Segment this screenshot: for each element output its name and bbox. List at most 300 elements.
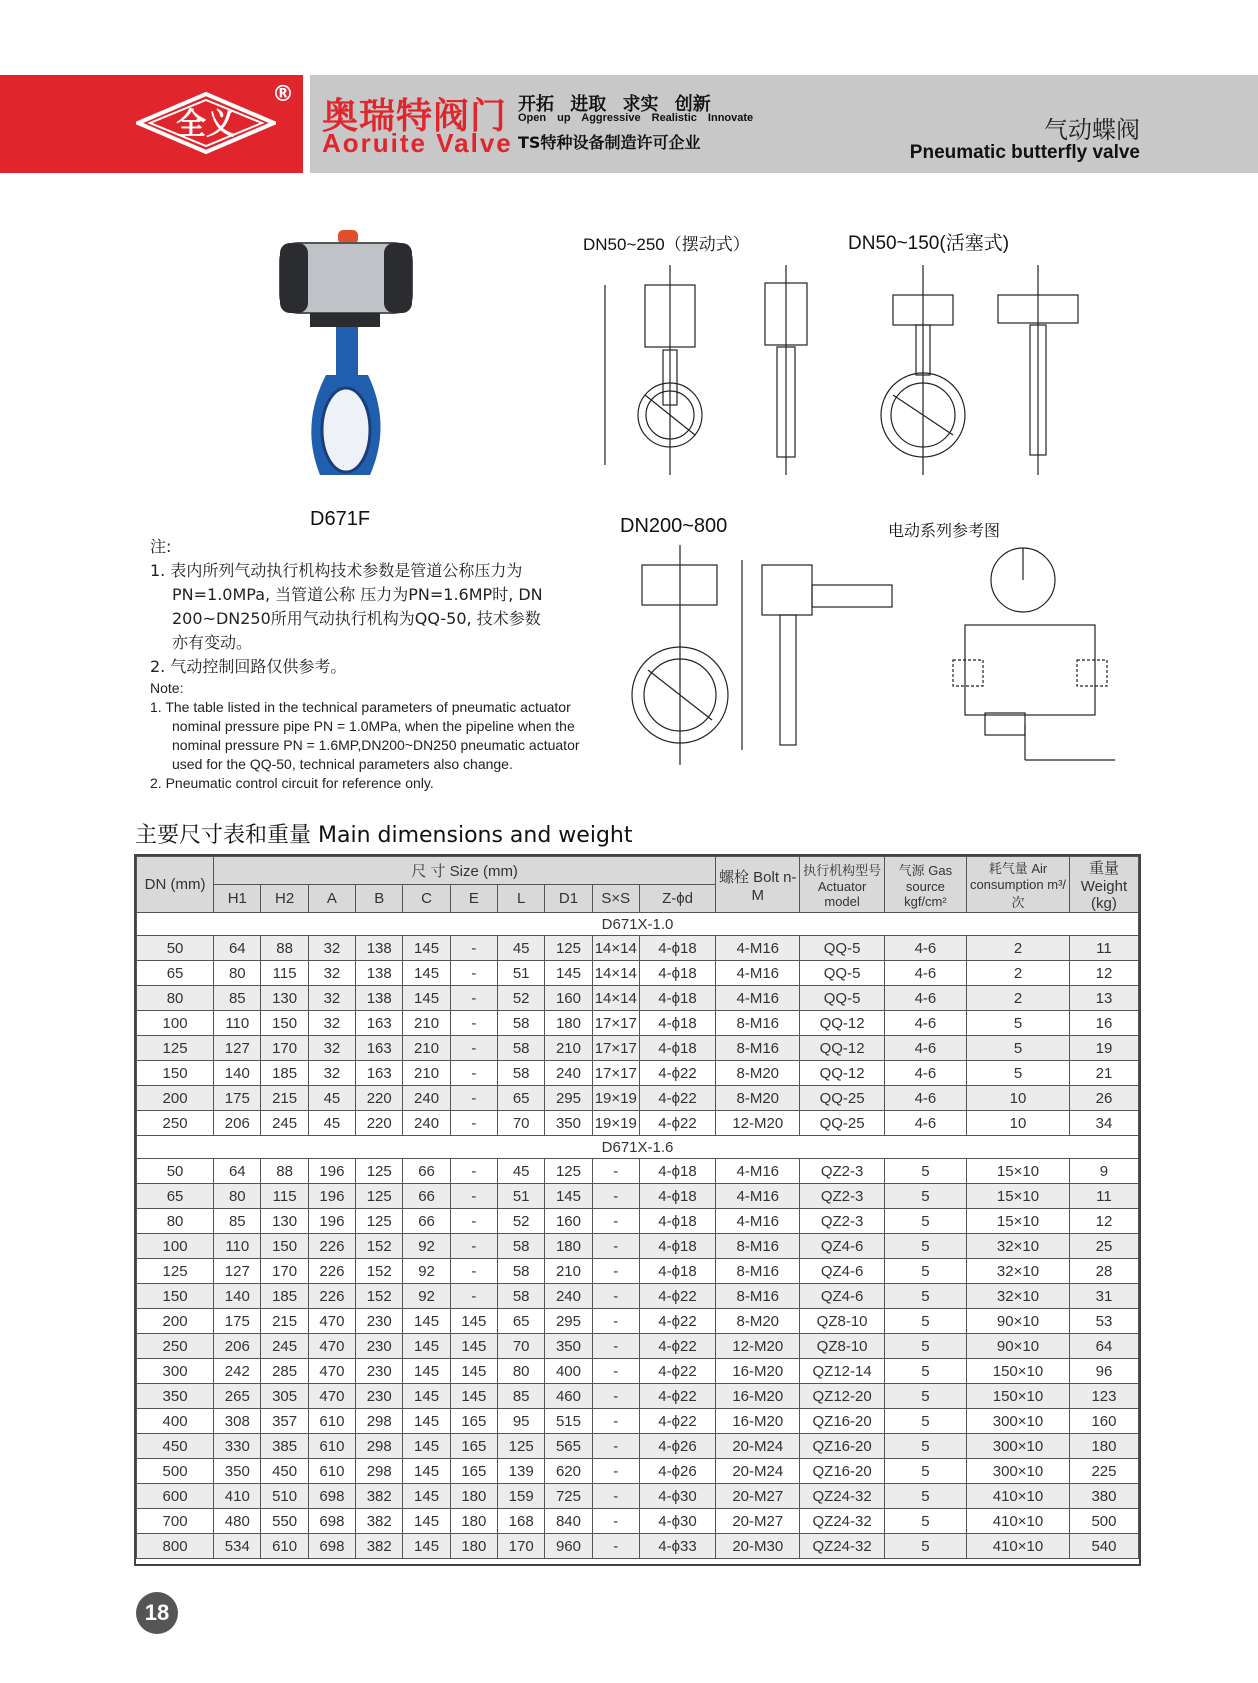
table-cell: 610 (261, 1534, 308, 1559)
table-row (137, 1459, 1139, 1484)
table-cell: 8-M20 (716, 1061, 800, 1086)
table-cell: 51 (498, 961, 545, 986)
table-row (137, 1011, 1139, 1036)
table-row (137, 1184, 1139, 1209)
table-cell: 92 (403, 1234, 450, 1259)
table-cell: 64 (214, 1159, 261, 1184)
table-cell: 225 (1069, 1459, 1138, 1484)
table-cell: 206 (214, 1111, 261, 1136)
table-cell: 92 (403, 1259, 450, 1284)
table-cell: - (450, 986, 497, 1011)
table-row (137, 1259, 1139, 1284)
table-cell: 92 (403, 1284, 450, 1309)
table-cell: 450 (137, 1434, 214, 1459)
table-cell: 32 (308, 986, 355, 1011)
table-cell: 470 (308, 1359, 355, 1384)
table-cell: 125 (137, 1259, 214, 1284)
table-row (137, 1111, 1139, 1136)
subheader-cell: C (403, 885, 450, 913)
table-cell: 185 (261, 1061, 308, 1086)
table-cell: 295 (545, 1086, 592, 1111)
note-cn-2: 2. 气动控制回路仅供参考。 (150, 657, 347, 676)
table-cell: 4-M16 (716, 936, 800, 961)
table-cell: 17×17 (592, 1061, 639, 1086)
note-en-1-cont: nominal pressure PN = 1.6MP,DN200~DN250 pneumatic actuator (172, 737, 580, 753)
table-cell: 150 (261, 1011, 308, 1036)
table-cell: 14×14 (592, 936, 639, 961)
table-cell: 4-ϕ22 (639, 1111, 715, 1136)
table-cell: 127 (214, 1259, 261, 1284)
table-cell: 90×10 (967, 1309, 1070, 1334)
table-cell: 150×10 (967, 1359, 1070, 1384)
table-cell: 17×17 (592, 1011, 639, 1036)
piston-drawing-label: DN50~150(活塞式) (848, 233, 1010, 254)
table-cell: 58 (498, 1259, 545, 1284)
table-cell: 66 (403, 1159, 450, 1184)
table-cell: 19×19 (592, 1086, 639, 1111)
table-cell: 140 (214, 1061, 261, 1086)
table-cell: QZ4-6 (800, 1234, 884, 1259)
table-cell: 145 (403, 1534, 450, 1559)
table-cell: 230 (356, 1384, 403, 1409)
table-cell: 88 (261, 936, 308, 961)
valve-photo (270, 225, 420, 500)
table-cell: - (592, 1484, 639, 1509)
table-cell: 140 (214, 1284, 261, 1309)
table-cell: QZ24-32 (800, 1534, 884, 1559)
table-cell: 210 (403, 1061, 450, 1086)
dimensions-table (136, 856, 1139, 1559)
table-cell: 245 (261, 1111, 308, 1136)
table-cell: 410×10 (967, 1484, 1070, 1509)
table-cell: 470 (308, 1334, 355, 1359)
table-title: 主要尺寸表和重量 Main dimensions and weight (135, 823, 633, 848)
table-cell: 15×10 (967, 1209, 1070, 1234)
table-cell: 380 (1069, 1484, 1138, 1509)
table-cell: 175 (214, 1086, 261, 1111)
table-cell: 58 (498, 1011, 545, 1036)
table-cell: 4-6 (884, 1061, 966, 1086)
table-cell: 4-ϕ18 (639, 1184, 715, 1209)
table-cell: 145 (403, 1384, 450, 1409)
table-cell: 4-ϕ18 (639, 936, 715, 961)
table-cell: 125 (498, 1434, 545, 1459)
table-cell: 85 (214, 1209, 261, 1234)
table-cell: 550 (261, 1509, 308, 1534)
table-cell: 90×10 (967, 1334, 1070, 1359)
table-cell: 196 (308, 1159, 355, 1184)
table-cell: 698 (308, 1534, 355, 1559)
table-cell: 215 (261, 1086, 308, 1111)
table-cell: 32×10 (967, 1259, 1070, 1284)
note-en-2: 2. Pneumatic control circuit for reference only. (150, 775, 434, 791)
header-actuator: 执行机构型号 Actuator model (800, 857, 884, 913)
table-cell: 15×10 (967, 1159, 1070, 1184)
table-cell: 400 (545, 1359, 592, 1384)
table-cell: 180 (545, 1234, 592, 1259)
table-cell: 215 (261, 1309, 308, 1334)
table-cell: - (592, 1334, 639, 1359)
table-cell: 14×14 (592, 986, 639, 1011)
header-weight: 重量 Weight (kg) (1069, 857, 1138, 913)
table-cell: 350 (545, 1111, 592, 1136)
table-cell: 145 (403, 1309, 450, 1334)
table-cell: 145 (450, 1334, 497, 1359)
table-cell: 450 (261, 1459, 308, 1484)
table-cell: 330 (214, 1434, 261, 1459)
page-number: 18 (136, 1592, 178, 1634)
table-cell: 4-ϕ18 (639, 1234, 715, 1259)
table-cell: 20-M27 (716, 1484, 800, 1509)
table-cell: 196 (308, 1209, 355, 1234)
swing-type-drawing (595, 255, 835, 490)
table-cell: QZ2-3 (800, 1209, 884, 1234)
table-row (137, 1086, 1139, 1111)
table-cell: 4-ϕ30 (639, 1484, 715, 1509)
table-cell: 52 (498, 1209, 545, 1234)
table-row (137, 1409, 1139, 1434)
table-row (137, 1209, 1139, 1234)
table-cell: 58 (498, 1284, 545, 1309)
table-cell: QZ12-20 (800, 1384, 884, 1409)
table-cell: QZ2-3 (800, 1159, 884, 1184)
note-cn-1-cont: PN=1.0MPa, 当管道公称 压力为PN=1.6MP时, DN (172, 585, 543, 604)
notes-block (150, 535, 610, 793)
table-cell: 4-ϕ18 (639, 1011, 715, 1036)
table-cell: 32×10 (967, 1284, 1070, 1309)
table-cell: 410 (214, 1484, 261, 1509)
table-cell: 5 (884, 1334, 966, 1359)
table-row (137, 1309, 1139, 1334)
table-cell: 125 (545, 1159, 592, 1184)
product-title-cn: 气动蝶阀 (1044, 116, 1140, 144)
table-cell: 5 (884, 1534, 966, 1559)
table-cell: 298 (356, 1459, 403, 1484)
table-cell: 25 (1069, 1234, 1138, 1259)
table-cell: 138 (356, 986, 403, 1011)
table-cell: - (450, 1184, 497, 1209)
table-cell: - (592, 1184, 639, 1209)
table-cell: 12 (1069, 961, 1138, 986)
table-cell: QZ24-32 (800, 1484, 884, 1509)
table-cell: 610 (308, 1459, 355, 1484)
table-cell: 115 (261, 961, 308, 986)
table-cell: 4-ϕ33 (639, 1534, 715, 1559)
table-cell: 4-6 (884, 986, 966, 1011)
product-title-en: Pneumatic butterfly valve (909, 142, 1140, 163)
table-cell: 470 (308, 1309, 355, 1334)
table-cell: 620 (545, 1459, 592, 1484)
table-cell: QQ-5 (800, 961, 884, 986)
table-cell: 565 (545, 1434, 592, 1459)
svg-text:全义: 全义 (176, 107, 236, 142)
table-cell: 385 (261, 1434, 308, 1459)
table-cell: 5 (884, 1234, 966, 1259)
table-cell: 185 (261, 1284, 308, 1309)
table-cell: 10 (967, 1111, 1070, 1136)
table-cell: 19 (1069, 1036, 1138, 1061)
table-cell: 230 (356, 1359, 403, 1384)
table-cell: QZ8-10 (800, 1309, 884, 1334)
table-cell: 226 (308, 1259, 355, 1284)
table-cell: 4-M16 (716, 961, 800, 986)
header-dn: DN (mm) (137, 857, 214, 913)
table-cell: 308 (214, 1409, 261, 1434)
table-cell: 4-ϕ22 (639, 1409, 715, 1434)
slogan-cn: 开拓 进取 求实 创新 (518, 94, 711, 115)
table-cell: 382 (356, 1534, 403, 1559)
table-cell: 350 (214, 1459, 261, 1484)
table-cell: QQ-12 (800, 1036, 884, 1061)
table-cell: 96 (1069, 1359, 1138, 1384)
table-cell: QZ2-3 (800, 1184, 884, 1209)
table-cell: 4-6 (884, 1086, 966, 1111)
table-cell: - (450, 1234, 497, 1259)
table-cell: 163 (356, 1036, 403, 1061)
table-cell: QZ24-32 (800, 1509, 884, 1534)
table-cell: 145 (450, 1309, 497, 1334)
table-cell: 150 (137, 1284, 214, 1309)
table-cell: 170 (261, 1036, 308, 1061)
table-cell: 8-M16 (716, 1284, 800, 1309)
table-cell: 4-ϕ18 (639, 1159, 715, 1184)
brand-name-cn: 奥瑞特阀门 (322, 96, 508, 137)
section-row (137, 913, 1139, 936)
table-cell: 5 (967, 1011, 1070, 1036)
header-air: 耗气量 Air consumption m³/次 (967, 857, 1070, 913)
table-cell: 4-M16 (716, 1184, 800, 1209)
table-cell: 960 (545, 1534, 592, 1559)
note-cn-1-cont: 亦有变动。 (172, 633, 253, 652)
table-cell: 4-ϕ18 (639, 961, 715, 986)
table-cell: 240 (403, 1111, 450, 1136)
table-cell: 4-M16 (716, 1209, 800, 1234)
table-cell: 65 (137, 1184, 214, 1209)
table-cell: 410×10 (967, 1509, 1070, 1534)
table-cell: 210 (403, 1036, 450, 1061)
table-cell: 165 (450, 1434, 497, 1459)
table-cell: 45 (308, 1111, 355, 1136)
table-cell: 230 (356, 1334, 403, 1359)
table-cell: 610 (308, 1409, 355, 1434)
table-cell: 139 (498, 1459, 545, 1484)
table-row (137, 1334, 1139, 1359)
table-row (137, 1036, 1139, 1061)
table-cell: 145 (403, 961, 450, 986)
notes-title-en: Note: (150, 680, 184, 696)
table-cell: 145 (403, 936, 450, 961)
table-cell: 12-M20 (716, 1111, 800, 1136)
table-cell: 32 (308, 1061, 355, 1086)
table-cell: 5 (884, 1159, 966, 1184)
table-cell: 180 (545, 1011, 592, 1036)
table-cell: 145 (403, 1459, 450, 1484)
table-cell: 180 (450, 1534, 497, 1559)
table-cell: 168 (498, 1509, 545, 1534)
table-cell: 4-ϕ22 (639, 1359, 715, 1384)
table-cell: 20-M24 (716, 1434, 800, 1459)
table-cell: 16-M20 (716, 1384, 800, 1409)
table-cell: 66 (403, 1209, 450, 1234)
table-cell: 210 (545, 1036, 592, 1061)
table-cell: QQ-5 (800, 936, 884, 961)
table-cell: 11 (1069, 936, 1138, 961)
table-cell: 32 (308, 1011, 355, 1036)
table-cell: - (450, 1011, 497, 1036)
table-row (137, 1434, 1139, 1459)
table-cell: 45 (308, 1086, 355, 1111)
table-cell: 4-6 (884, 1011, 966, 1036)
table-cell: - (592, 1209, 639, 1234)
table-cell: 13 (1069, 986, 1138, 1011)
table-cell: 4-ϕ22 (639, 1384, 715, 1409)
table-cell: 95 (498, 1409, 545, 1434)
table-cell: 12-M20 (716, 1334, 800, 1359)
table-cell: 4-ϕ22 (639, 1061, 715, 1086)
table-cell: 210 (545, 1259, 592, 1284)
table-cell: 152 (356, 1259, 403, 1284)
table-cell: 242 (214, 1359, 261, 1384)
table-cell: - (592, 1409, 639, 1434)
table-cell: QZ16-20 (800, 1434, 884, 1459)
subheader-cell: S×S (592, 885, 639, 913)
table-cell: QZ4-6 (800, 1284, 884, 1309)
table-cell: 145 (403, 1359, 450, 1384)
table-cell: - (592, 1284, 639, 1309)
control-circuit-drawing (945, 545, 1125, 765)
table-cell: 5 (967, 1061, 1070, 1086)
table-cell: 5 (884, 1259, 966, 1284)
section-label: D671X-1.0 (137, 913, 1139, 936)
subheader-cell: L (498, 885, 545, 913)
table-cell: 80 (498, 1359, 545, 1384)
table-cell: 5 (884, 1209, 966, 1234)
table-cell: 45 (498, 1159, 545, 1184)
table-cell: 123 (1069, 1384, 1138, 1409)
table-cell: 510 (261, 1484, 308, 1509)
table-cell: 295 (545, 1309, 592, 1334)
table-cell: 70 (498, 1111, 545, 1136)
table-cell: 350 (545, 1334, 592, 1359)
table-cell: QZ16-20 (800, 1409, 884, 1434)
table-cell: QQ-5 (800, 986, 884, 1011)
section-row (137, 1136, 1139, 1159)
table-cell: 145 (545, 961, 592, 986)
table-cell: 350 (137, 1384, 214, 1409)
table-cell: 8-M16 (716, 1011, 800, 1036)
table-cell: 240 (403, 1086, 450, 1111)
table-cell: 16-M20 (716, 1409, 800, 1434)
table-cell: 5 (884, 1309, 966, 1334)
table-cell: 138 (356, 961, 403, 986)
table-cell: 840 (545, 1509, 592, 1534)
table-cell: - (592, 1459, 639, 1484)
table-cell: 5 (884, 1434, 966, 1459)
table-cell: 145 (403, 1409, 450, 1434)
table-cell: 4-M16 (716, 986, 800, 1011)
large-drawing-label: DN200~800 (620, 515, 728, 537)
table-cell: 4-ϕ26 (639, 1459, 715, 1484)
table-cell: 16-M20 (716, 1359, 800, 1384)
table-cell: - (592, 1359, 639, 1384)
large-size-drawing (612, 540, 912, 775)
subheader-cell: H2 (261, 885, 308, 913)
table-cell: 460 (545, 1384, 592, 1409)
table-cell: 410×10 (967, 1534, 1070, 1559)
table-cell: 226 (308, 1284, 355, 1309)
table-cell: 196 (308, 1184, 355, 1209)
table-cell: - (592, 1259, 639, 1284)
table-cell: 32×10 (967, 1234, 1070, 1259)
table-cell: 115 (261, 1184, 308, 1209)
table-cell: 10 (967, 1086, 1070, 1111)
table-cell: 800 (137, 1534, 214, 1559)
table-cell: QZ4-6 (800, 1259, 884, 1284)
header-size: 尺 寸 Size (mm) (214, 857, 716, 885)
note-en-1: 1. The table listed in the technical parameters of pneumatic actuator (150, 699, 571, 715)
table-cell: 100 (137, 1234, 214, 1259)
table-cell: 66 (403, 1184, 450, 1209)
table-cell: QQ-25 (800, 1086, 884, 1111)
table-cell: 28 (1069, 1259, 1138, 1284)
slogan-en: Open up Aggressive Realistic Innovate (518, 112, 754, 124)
table-row (137, 1284, 1139, 1309)
table-cell: 200 (137, 1086, 214, 1111)
table-cell: 110 (214, 1234, 261, 1259)
table-cell: 698 (308, 1484, 355, 1509)
table-cell: 64 (1069, 1334, 1138, 1359)
table-cell: 210 (403, 1011, 450, 1036)
table-cell: 51 (498, 1184, 545, 1209)
table-row (137, 1359, 1139, 1384)
table-cell: 382 (356, 1509, 403, 1534)
table-row (137, 1061, 1139, 1086)
table-cell: 250 (137, 1334, 214, 1359)
table-cell: 298 (356, 1409, 403, 1434)
table-cell: QQ-12 (800, 1061, 884, 1086)
note-cn-1: 1. 表内所列气动执行机构技术参数是管道公称压力为 (150, 561, 523, 580)
table-cell: 4-6 (884, 1036, 966, 1061)
table-cell: 8-M16 (716, 1259, 800, 1284)
table-cell: 8-M20 (716, 1309, 800, 1334)
table-cell: 110 (214, 1011, 261, 1036)
table-cell: 152 (356, 1284, 403, 1309)
subheader-cell: Z-ϕd (639, 885, 715, 913)
table-cell: 80 (137, 986, 214, 1011)
table-cell: 15×10 (967, 1184, 1070, 1209)
table-cell: 515 (545, 1409, 592, 1434)
table-cell: 5 (884, 1359, 966, 1384)
header-gas: 气源 Gas source kgf/cm² (884, 857, 966, 913)
table-row (137, 1384, 1139, 1409)
table-cell: 4-ϕ18 (639, 986, 715, 1011)
table-cell: - (450, 1209, 497, 1234)
table-cell: 725 (545, 1484, 592, 1509)
table-cell: 150 (261, 1234, 308, 1259)
table-cell: 88 (261, 1159, 308, 1184)
table-cell: 175 (214, 1309, 261, 1334)
table-cell: 285 (261, 1359, 308, 1384)
table-cell: 698 (308, 1509, 355, 1534)
table-cell: 127 (214, 1036, 261, 1061)
table-cell: 32 (308, 936, 355, 961)
table-cell: 145 (450, 1384, 497, 1409)
table-cell: 145 (450, 1359, 497, 1384)
brand-logo (136, 92, 276, 154)
table-cell: - (592, 1234, 639, 1259)
table-cell: 50 (137, 936, 214, 961)
table-row (137, 961, 1139, 986)
